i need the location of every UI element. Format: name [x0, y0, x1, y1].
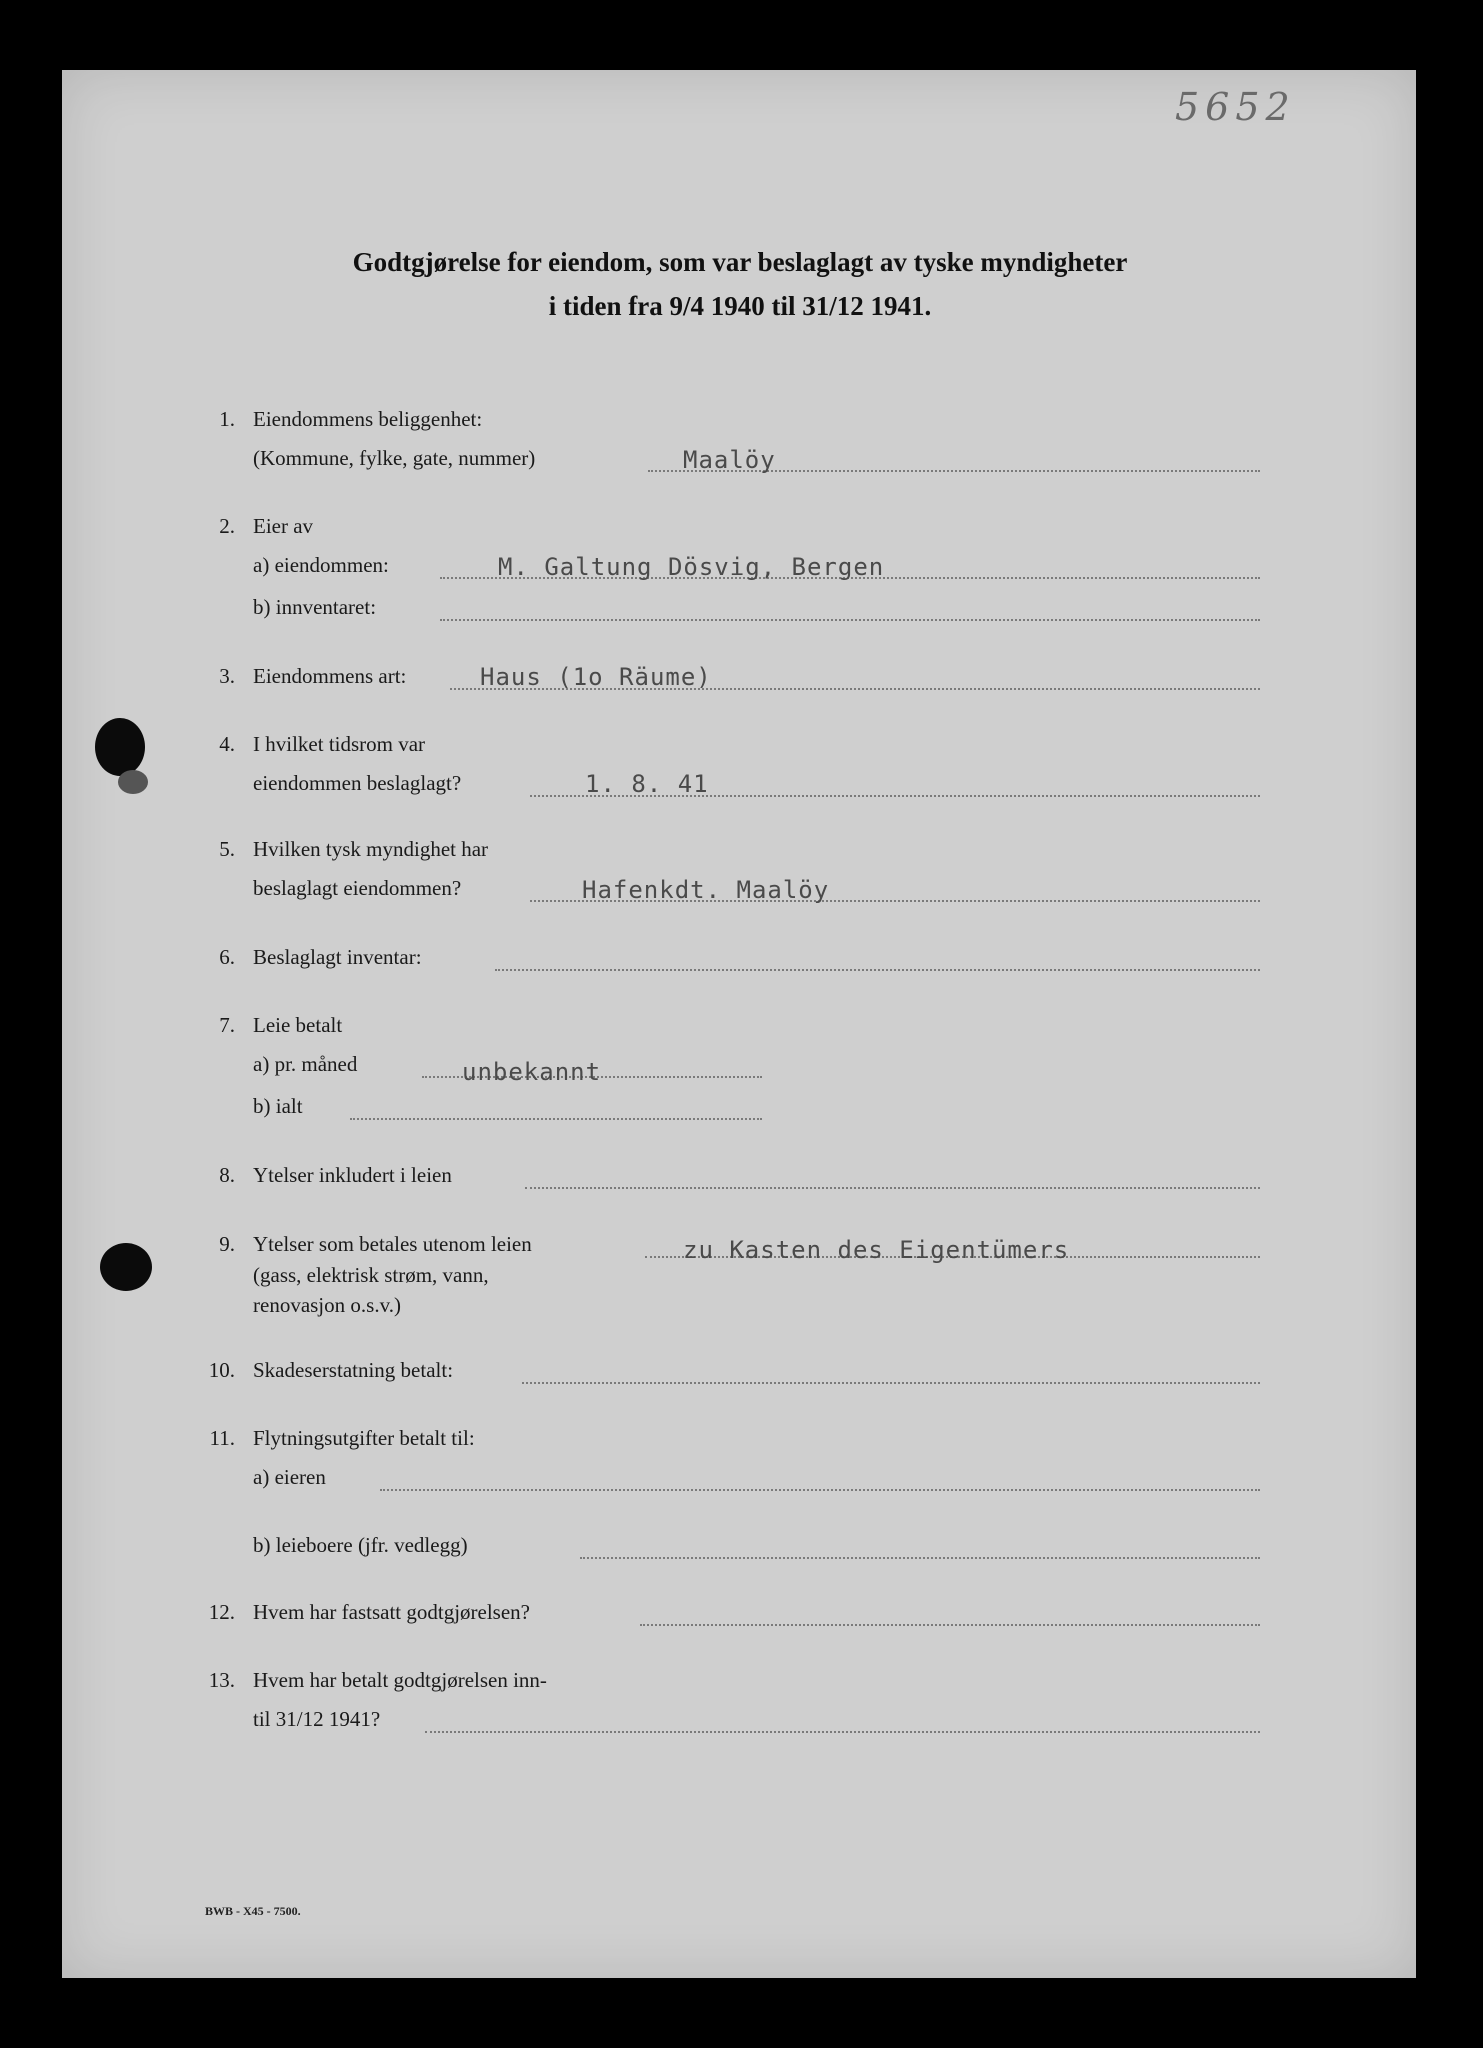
printer-code: BWB - X45 - 7500. [205, 1904, 301, 1918]
item-number: 9. [219, 1232, 235, 1256]
item-sublabel: b) leieboere (jfr. vedlegg) [253, 1533, 468, 1557]
item-label: Hvem har fastsatt godtgjørelsen? [253, 1600, 530, 1624]
item-sublabel: a) eiendommen: [253, 553, 389, 577]
item-label: Hvem har betalt godtgjørelsen inn- [253, 1668, 547, 1692]
item-label: eiendommen beslaglagt? [253, 771, 462, 795]
item-label: (Kommune, fylke, gate, nummer) [253, 446, 536, 470]
item-sublabel: b) ialt [253, 1094, 303, 1118]
item-number: 4. [219, 732, 235, 756]
item-number: 6. [219, 945, 235, 969]
item-label: Beslaglagt inventar: [253, 945, 422, 969]
item-number: 10. [208, 1358, 235, 1382]
item-number: 8. [219, 1163, 235, 1187]
item-number: 5. [219, 837, 235, 861]
item-label: Eiendommens art: [253, 664, 407, 688]
fill-line [425, 1731, 1260, 1733]
item-label: Ytelser som betales utenom leien [253, 1232, 532, 1256]
punch-hole-mark [118, 770, 148, 794]
fill-line [495, 969, 1260, 971]
item-number: 12. [208, 1600, 235, 1624]
item-number: 3. [219, 664, 235, 688]
item-label: Eiendommens beliggenhet: [253, 407, 483, 431]
item-sublabel: a) pr. måned [253, 1052, 358, 1076]
title-line-1: Godtgjørelse for eiendom, som var beslaglagt av tyske myndigheter [352, 247, 1128, 277]
typed-value-authority: Hafenkdt. Maalöy [582, 876, 830, 904]
item-label: I hvilket tidsrom var [253, 732, 426, 756]
item-label: Hvilken tysk myndighet har [253, 837, 489, 861]
item-label: Eier av [253, 514, 314, 538]
punch-hole-mark [95, 718, 145, 776]
fill-line [580, 1557, 1260, 1559]
item-number: 2. [219, 514, 235, 538]
typed-value-date: 1. 8. 41 [585, 770, 709, 798]
title-line-2: i tiden fra 9/4 1940 til 31/12 1941. [548, 291, 932, 321]
fill-line [525, 1187, 1260, 1189]
item-label: Flytningsutgifter betalt til: [253, 1426, 475, 1450]
typed-value-rent: unbekannt [462, 1058, 602, 1086]
fill-line [440, 619, 1260, 621]
fill-line [380, 1489, 1260, 1491]
fill-line [640, 1624, 1260, 1626]
item-label: (gass, elektrisk strøm, vann, [253, 1263, 489, 1287]
item-number: 13. [208, 1668, 235, 1692]
fill-line [350, 1118, 762, 1120]
item-label: renovasjon o.s.v.) [253, 1293, 401, 1317]
item-label: beslaglagt eiendommen? [253, 876, 462, 900]
handwritten-annotation: 5652 [1175, 85, 1296, 129]
item-label: til 31/12 1941? [253, 1707, 381, 1731]
item-label: Skadeserstatning betalt: [253, 1358, 454, 1382]
punch-hole-mark [100, 1243, 152, 1291]
typed-value-utilities: zu Kasten des Eigentümers [683, 1236, 1070, 1264]
fill-line [522, 1382, 1260, 1384]
typed-value-owner: M. Galtung Dösvig, Bergen [498, 553, 885, 581]
item-number: 1. [219, 407, 235, 431]
form-title [195, 240, 1285, 328]
typed-value-location: Maalöy [683, 446, 776, 474]
item-sublabel: b) innventaret: [253, 595, 377, 619]
item-sublabel: a) eieren [253, 1465, 326, 1489]
item-number: 7. [219, 1013, 235, 1037]
item-label: Leie betalt [253, 1013, 343, 1037]
typed-value-type: Haus (1o Räume) [480, 663, 712, 691]
item-number: 11. [209, 1426, 235, 1450]
item-label: Ytelser inkludert i leien [253, 1163, 452, 1187]
